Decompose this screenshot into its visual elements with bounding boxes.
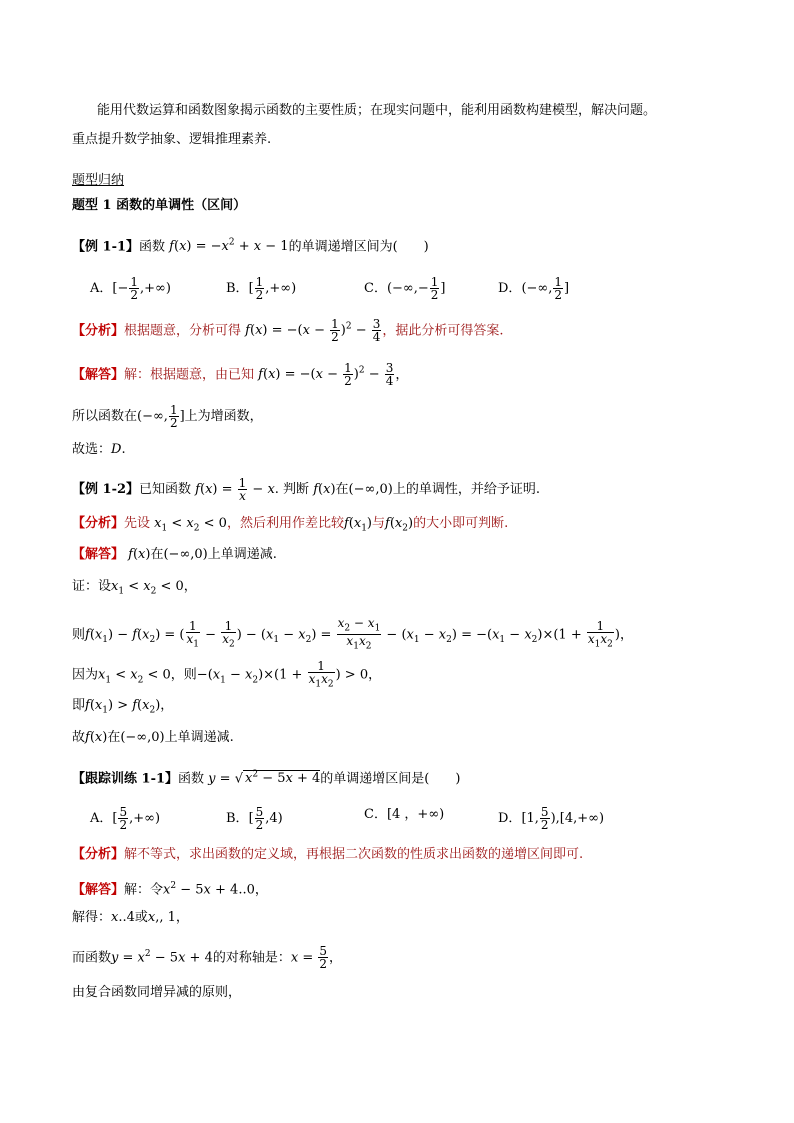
proof-conclusion: 故f(x)在(−∞,0)上单调递减. bbox=[72, 730, 234, 745]
proof-so: 即$f(x_1) > f(x_2)$， bbox=[72, 698, 174, 716]
training-label: 【跟踪训练 1-1】 bbox=[72, 771, 179, 787]
intro-line-1: 能用代数运算和函数图象揭示函数的主要性质；在现实问题中，能利用函数构建模型，解决问题。 bbox=[97, 103, 657, 118]
proof-assumption: 证：设$x_1 < x_2 < 0$， bbox=[72, 579, 197, 597]
analysis-label: 【分析】 bbox=[72, 516, 125, 531]
example-label: 【例 1-1】 bbox=[72, 239, 140, 255]
example-1-1-conclusion: 所以函数在(−∞, $\frac{1}{2}$ ]上为增函数， bbox=[72, 403, 263, 430]
option-a: A．[− $\frac{1}{2}$ ,+∞) bbox=[90, 275, 171, 302]
example-1-2-analysis: 【分析】先设 $x_1 < x_2 < 0$，然后利用作差比较$f(x_1)$与$f(x_2)$的大小即可判断. bbox=[72, 516, 509, 534]
intro-line-2: 重点提升数学抽象、逻辑推理素养. bbox=[72, 132, 272, 147]
answer-label: 【解答】 bbox=[72, 547, 125, 562]
option-b: B．[ $\frac{1}{2}$ ,+∞) bbox=[226, 275, 297, 302]
question-text: 函数 bbox=[139, 239, 166, 255]
option-a: A．[ $\frac{5}{2}$ ,+∞) bbox=[90, 805, 161, 832]
proof-difference: 则$f(x_1) - f(x_2)$ = ( $\frac{1}{x_1}$ − $\frac{1}{x_2}$ ) − $(x_1 - x_2)$ = $\frac{x_2 - x_1}{x_1x_2}$ − $(x_1 - x_2) = -(x_1 - x_2)\times(1$ + $\frac{1}{x_1x_2}$ )， bbox=[72, 616, 633, 652]
formula: f(x) = −(x − $\frac{1}{2}$ )$^2$ − $\frac{3}{4}$ bbox=[245, 317, 381, 345]
training-1-1-answer: 【解答】解：令$x^2 - 5x + 4..0$， bbox=[72, 881, 268, 898]
option-d: D．[1, $\frac{5}{2}$ ),[4,+∞) bbox=[498, 805, 605, 832]
example-1-1-question bbox=[72, 234, 429, 256]
formula: f(x) = $\frac{1}{x}$ − x bbox=[195, 476, 275, 503]
training-1-1-axis: 而函数$y = x^2 - 5x + 4$的对称轴是：x = $\frac{5}{2}$ ， bbox=[72, 944, 343, 972]
formula: f(x) = −(x − $\frac{1}{2}$ )$^2$ − $\frac{3}{4}$ bbox=[258, 361, 394, 389]
training-1-1-question: 【跟踪训练 1-1】函数 y = √ $x^2 - 5x + 4$的单调递增区间是( ) bbox=[72, 770, 461, 787]
analysis-label: 【分析】 bbox=[72, 847, 125, 862]
proof-because: 因为$x_1 < x_2 < 0$，则$-(x_1 - x_2)\times(1$ + $\frac{1}{x_1x_2}$ ) > 0， bbox=[72, 659, 382, 690]
example-1-1-answer: 【解答】解：根据题意，由已知 f(x) = −(x − $\frac{1}{2}$ )$^2$ − $\frac{3}{4}$ ， bbox=[72, 361, 409, 389]
training-1-1-rule: 由复合函数同增异减的原则， bbox=[72, 985, 242, 1000]
option-d: D．(−∞, $\frac{1}{2}$ ] bbox=[498, 275, 570, 302]
section-heading: 题型归纳 bbox=[72, 173, 125, 188]
option-c: C．[4 ，+∞) bbox=[364, 807, 445, 822]
example-1-1-choice: 故选：D. bbox=[72, 442, 126, 457]
option-c: C．(−∞,− $\frac{1}{2}$ ] bbox=[364, 275, 446, 302]
formula: y = √ $x^2 - 5x + 4$ bbox=[208, 770, 321, 787]
training-1-1-analysis: 【分析】解不等式，求出函数的定义域，再根据二次函数的性质求出函数的递增区间即可. bbox=[72, 847, 584, 862]
option-b: B．[ $\frac{5}{2}$ ,4) bbox=[226, 805, 283, 832]
example-1-2-answer: 【解答】 f(x)在(−∞,0)上单调递减. bbox=[72, 547, 277, 562]
training-1-1-solve: 解得：x..4或x,, 1， bbox=[72, 910, 189, 925]
example-1-2-question: 【例 1-2】已知函数 f(x) = $\frac{1}{x}$ − x. 判断 f(x)在(−∞,0)上的单调性，并给予证明. bbox=[72, 476, 540, 503]
formula: $f(x) = -x^2 + x - 1$ bbox=[169, 238, 289, 255]
example-label: 【例 1-2】 bbox=[72, 482, 140, 497]
analysis-label: 【分析】 bbox=[72, 323, 125, 339]
answer-label: 【解答】 bbox=[72, 882, 125, 898]
answer-label: 【解答】 bbox=[72, 367, 125, 383]
question-tail: 的单调递增区间为( ) bbox=[288, 239, 429, 255]
section-subheading: 题型 1 函数的单调性（区间） bbox=[72, 198, 247, 213]
example-1-1-analysis: 【分析】根据题意，分析可得 f(x) = −(x − $\frac{1}{2}$ )$^2$ − $\frac{3}{4}$ ，据此分析可得答案. bbox=[72, 317, 504, 345]
